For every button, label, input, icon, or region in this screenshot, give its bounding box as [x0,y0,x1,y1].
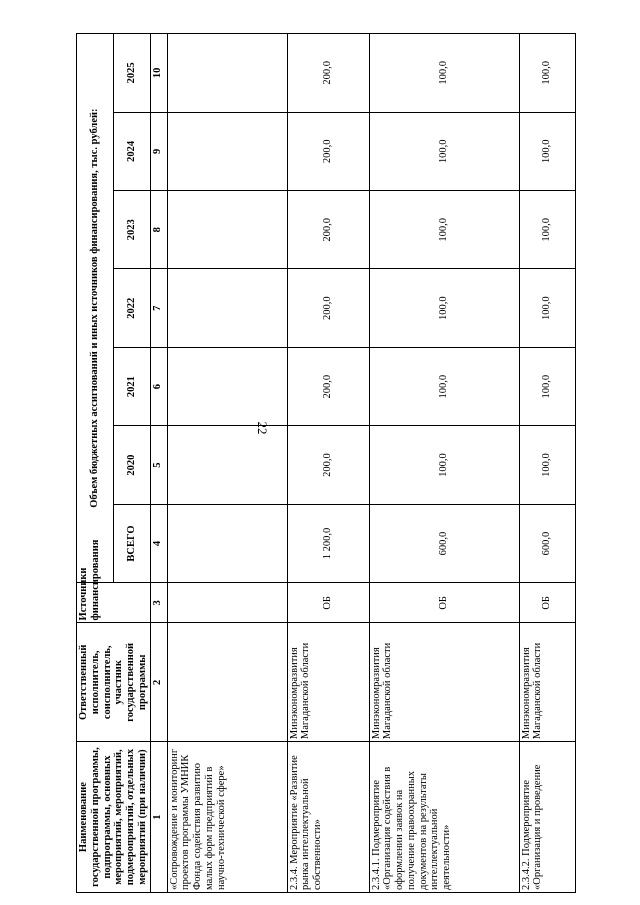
table-canvas [70,0,630,905]
row-value: 200,0 [287,269,369,347]
header-year: 2023 [113,191,150,269]
header-source: Источники финансирования [77,583,151,623]
row-value: 100,0 [369,269,519,347]
header-name: Наименование государственной программы, подпрограммы, основных мероприятий, мероприятий, подмероприятий, отдельных мероприятий (при наличии) [77,742,151,893]
row-value: 200,0 [287,347,369,425]
row-value: 100,0 [519,426,575,504]
row-value: 100,0 [369,34,519,113]
row-total: 600,0 [519,504,575,582]
row-value [167,269,287,347]
table-row [287,34,369,893]
row-value: 100,0 [519,347,575,425]
row-executor: Минэкономразвития Магаданской области [519,623,575,742]
row-source [167,583,287,623]
row-executor: Минэкономразвития Магаданской области [369,623,519,742]
column-number: 1 [150,742,167,893]
row-executor [167,623,287,742]
column-number: 7 [150,269,167,347]
row-value [167,347,287,425]
row-name: 2.3.4.2. Подмероприятие «Организация и проведение [519,742,575,893]
column-number: 2 [150,623,167,742]
header-year: 2021 [113,347,150,425]
row-total: 1 200,0 [287,504,369,582]
header-year: 2024 [113,112,150,190]
row-value [167,112,287,190]
row-value: 100,0 [369,426,519,504]
row-source: ОБ [369,583,519,623]
column-numbers-row [150,34,167,893]
row-value [167,191,287,269]
row-value: 200,0 [287,426,369,504]
table-row [167,34,287,893]
header-year: 2022 [113,269,150,347]
row-name: 2.3.4.1. Подмероприятие «Организация содействия в оформлении заявок на получение правоохранных документов на результаты интеллектуальной деятельности» [369,742,519,893]
header-total: ВСЕГО [113,504,150,582]
row-value: 100,0 [519,191,575,269]
row-value: 100,0 [369,347,519,425]
row-value [167,34,287,113]
row-value: 200,0 [287,191,369,269]
row-value: 100,0 [369,112,519,190]
header-year: 2025 [113,34,150,113]
header-year: 2020 [113,426,150,504]
row-value: 100,0 [369,191,519,269]
financing-table [76,33,576,893]
row-value: 100,0 [519,34,575,113]
column-number: 9 [150,112,167,190]
table-row [519,34,575,893]
row-value: 100,0 [519,112,575,190]
column-number: 8 [150,191,167,269]
column-number: 5 [150,426,167,504]
header-executor: Ответственный исполнитель, соисполнитель, участник государственной программы [77,623,151,742]
row-value: 200,0 [287,112,369,190]
row-name: «Сопровождение и мониторинг проектов программы УМНИК Фонда содействия развитию малых форм предприятий в научно-технической сфере» [167,742,287,893]
column-number: 6 [150,347,167,425]
table-row [369,34,519,893]
row-name: 2.3.4. Мероприятие «Развитие рынка интеллектуальной собственности» [287,742,369,893]
row-total: 600,0 [369,504,519,582]
page-number: 22 [255,421,270,435]
row-source: ОБ [519,583,575,623]
row-executor: Минэкономразвития Магаданской области [287,623,369,742]
header-row [77,34,114,893]
column-number: 4 [150,504,167,582]
row-value: 200,0 [287,34,369,113]
column-number: 3 [150,583,167,623]
row-value [167,426,287,504]
header-volume: Объем бюджетных ассигнований и иных источников финансирования, тыс. рублей: [77,34,114,583]
rotated-page [70,0,630,905]
column-number: 10 [150,34,167,113]
row-value: 100,0 [519,269,575,347]
row-total [167,504,287,582]
row-source: ОБ [287,583,369,623]
